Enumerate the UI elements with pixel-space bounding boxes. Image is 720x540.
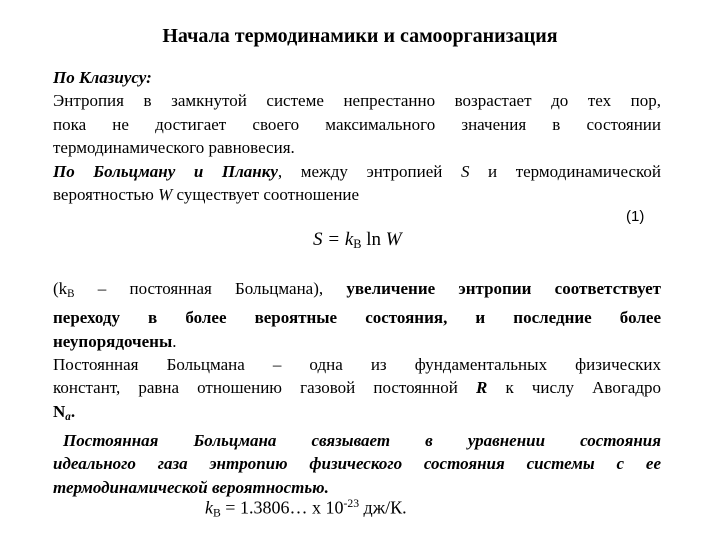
paragraph2-line-1: [53, 277, 661, 306]
kb-subscript: B: [67, 287, 75, 300]
body-text: [53, 66, 661, 206]
symbol-w: W: [158, 185, 173, 205]
paragraph2-bold-1: увеличение энтропии соответствует: [346, 279, 661, 298]
symbol-na: N: [53, 401, 66, 421]
equation-ln: ln: [361, 229, 386, 250]
clausius-line-3: термодинамического равновесия.: [53, 138, 295, 158]
paragraph4-line-2: идеального газа энтропию физического состояния системы с ее: [53, 454, 661, 474]
boltzmann-line-2-tail: существует соотношение: [172, 185, 360, 205]
paragraph2-bold-3: неупорядочены: [53, 331, 173, 351]
formula2-value: = 1.3806… x 10: [220, 497, 344, 518]
boltzmann-line-2: [53, 183, 661, 206]
formula2-k: k: [205, 497, 213, 518]
paragraph3-line-2-start: констант, равна отношению газовой постоянной: [53, 378, 477, 398]
paragraph2-end: .: [172, 331, 177, 351]
paragraph3-line-2-tail: к числу Авогадро: [487, 378, 661, 398]
clausius-line-2: пока не достигает своего максимального значения в состоянии: [53, 114, 661, 134]
boltzmann-line-2-start: вероятностью: [53, 185, 159, 205]
equation-subscript: B: [353, 237, 362, 252]
symbol-s: S: [460, 161, 470, 181]
kb-open: (k: [53, 279, 68, 298]
clausius-line-1: Энтропия в замкнутой системе непрестанно возрастает до тех пор,: [53, 91, 661, 111]
paragraph2-plain: – постоянная Больцмана),: [74, 279, 347, 298]
body-text-lower: [53, 277, 661, 499]
paragraph4-line-1: Постоянная Больцмана связывает в уравнении состояния: [63, 430, 661, 450]
symbol-r: R: [476, 378, 488, 398]
paragraph3-line-3: [53, 400, 661, 429]
boltzmann-line-1: [53, 160, 661, 183]
formula2-unit: дж/К.: [359, 497, 407, 518]
boltzmann-text: , между энтропией: [277, 161, 461, 181]
equation-var: W: [385, 229, 402, 250]
paragraph3-line-1: Постоянная Больцмана – одна из фундаментальных физических: [53, 354, 661, 374]
equation: [313, 228, 402, 256]
boltzmann-constant-value: [205, 492, 407, 525]
clausius-heading: По Клазиусу:: [53, 68, 152, 87]
equation-lhs: S = k: [313, 229, 354, 250]
paragraph3-end: .: [70, 401, 76, 421]
paragraph2-line-3: [53, 330, 661, 353]
page-title: Начала термодинамики и самоорганизация: [162, 25, 558, 47]
formula2-subscript: B: [213, 506, 221, 520]
paragraph2-line-2: переходу в более вероятные состояния, и последние более: [53, 308, 661, 328]
equation-number: (1): [626, 208, 645, 225]
symbol-na-subscript: a: [65, 410, 71, 423]
formula2-exponent: -23: [343, 497, 360, 510]
paragraph4-line-3: термодинамической вероятностью.: [53, 477, 329, 497]
paragraph3-line-2: [53, 376, 661, 399]
boltzmann-text-tail: и термодинамической: [469, 161, 661, 181]
boltzmann-heading: По Больцману и Планку: [53, 161, 278, 181]
